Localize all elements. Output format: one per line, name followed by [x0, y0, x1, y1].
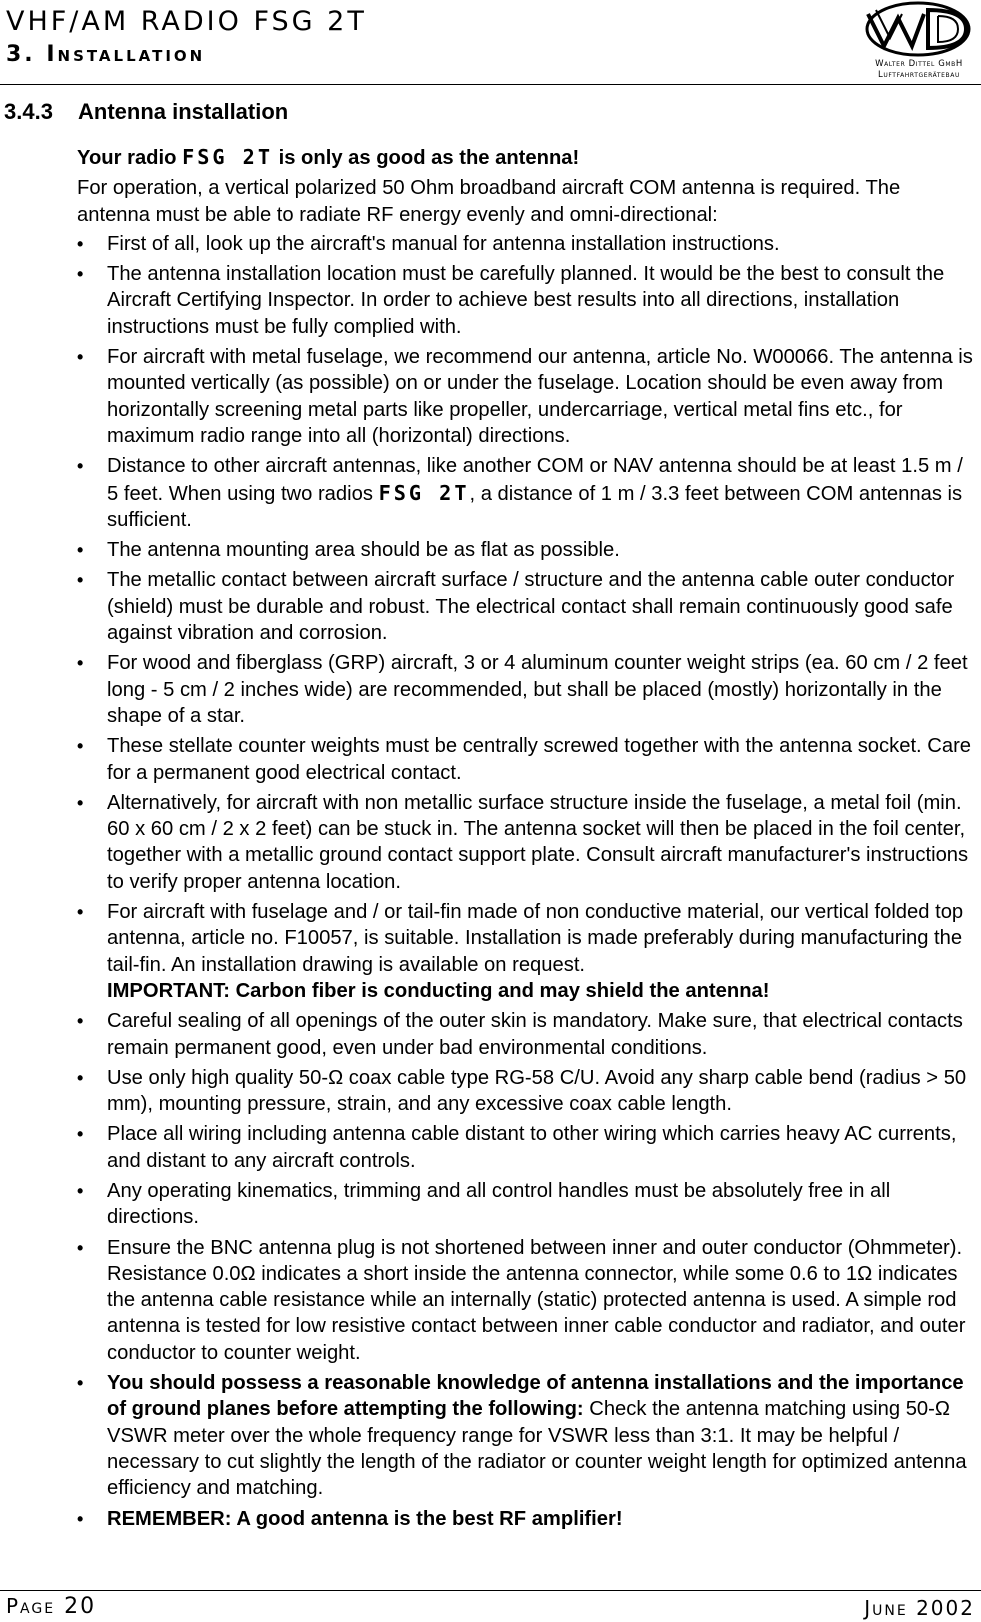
list-item-text: The antenna mounting area should be as flat as possible. [107, 539, 620, 562]
list-item [77, 899, 977, 1004]
intro-heading-end: is only as good as the antenna! [278, 147, 580, 169]
footer-divider [0, 1590, 981, 1591]
list-item-text: Ensure the BNC antenna plug is not shortened between inner and outer conductor (Ohmmeter). Resistance 0.0Ω indicates a short inside the antenna connector, while some 0.6 to 1Ω indicates the antenna cable resistance while an internally (static) protected antenna is used. A simple rod antenna is tested for low resistive contact between inner cable conductor and radiator, and outer conductor to counter weight. [107, 1236, 966, 1364]
list-item [77, 261, 977, 340]
list-item-text: These stellate counter weights must be centrally screwed together with the antenna socket. Care for a permanent good electrical contact. [107, 735, 972, 784]
page-header [0, 0, 981, 86]
header-divider [0, 84, 981, 85]
list-item-text: Alternatively, for aircraft with non metallic surface structure inside the fuselage, a metal foil (min. 60 x 60 cm / 2 x 2 feet) can be stuck in. The antenna socket will then be placed in the foil center, together with a metallic ground contact support plate. Consult aircraft manufacturer's instructions to verify proper antenna location. [107, 791, 969, 893]
section-heading [4, 99, 288, 125]
brand-name: FSG 2T [378, 480, 470, 505]
page-label: Page [6, 1594, 56, 1618]
list-item-text: For aircraft with fuselage and / or tail-fin made of non conductive material, our vertical folded top antenna, article no. F10057, is suitable. Installation is made preferably during manufacturing the tail-fin. An installation drawing is available on request. [107, 901, 964, 976]
list-item-text: Distance to other aircraft antennas, like another COM or NAV antenna should be at least 1.5 m / 5 feet. When using two radios [107, 455, 963, 505]
page-number [6, 1594, 96, 1619]
list-item-text: Place all wiring including antenna cable distant to other wiring which carries heavy AC currents, and distant to any aircraft controls. [107, 1123, 957, 1172]
list-item-text: Careful sealing of all openings of the outer skin is mandatory. Make sure, that electrical contacts remain permanent good, even under bad environmental conditions. [107, 1010, 963, 1059]
list-item [77, 231, 977, 257]
installation-requirements-list [77, 231, 977, 1532]
page-number-value: 20 [64, 1594, 97, 1619]
section-number: 3.4.3 [4, 99, 53, 124]
list-item [77, 650, 977, 729]
intro-heading-start: Your radio [77, 147, 177, 169]
list-item [77, 453, 977, 533]
list-item [77, 1065, 977, 1118]
list-item [77, 1235, 977, 1366]
list-item-text: For wood and fiberglass (GRP) aircraft, 3 or 4 aluminum counter weight strips (ea. 60 cm / 2 feet long - 5 cm / 2 inches wide) are recommended, but shall be placed (mostly) horizontally in the shape of a star. [107, 652, 968, 727]
closing-remark: REMEMBER: A good antenna is the best RF amplifier! [107, 1507, 623, 1530]
list-item-text: Check the antenna matching using 50-Ω VSWR meter over the whole frequency range for VSWR less than 3:1. It may be helpful / necessary to cut slightly the length of the radiator or counter weight length for optimized antenna efficiency and matching. [107, 1398, 967, 1500]
logo-company-name: Walter Dittel GmbH [875, 59, 963, 69]
wd-logo-icon [862, 0, 974, 58]
document-body [77, 144, 977, 1536]
logo-tagline: Luftfahrtgerätebau [878, 70, 960, 80]
list-item [77, 1121, 977, 1174]
list-item [77, 733, 977, 786]
document-date: June 2002 [864, 1596, 975, 1620]
brand-name: FSG 2T [182, 145, 273, 169]
intro-paragraph: For operation, a vertical polarized 50 Ohm broadband aircraft COM antenna is required. The antenna must be able to radiate RF energy evenly and omni-directional: [77, 177, 901, 226]
list-item [77, 1008, 977, 1061]
list-item-text: The antenna installation location must be carefully planned. It would be the best to consult the Aircraft Certifying Inspector. In order to achieve best results into all directions, installation instructions must be fully complied with. [107, 263, 945, 338]
document-title: VHF/AM RADIO FSG 2T [6, 6, 367, 37]
list-item [77, 1506, 977, 1532]
list-item-text: Use only high quality 50-Ω coax cable type RG-58 C/U. Avoid any sharp cable bend (radius > 50 mm), mounting pressure, strain, and any excessive coax cable length. [107, 1066, 967, 1116]
list-item-text: First of all, look up the aircraft's manual for antenna installation instructions. [107, 232, 780, 255]
list-item [77, 790, 977, 895]
list-item [77, 1370, 977, 1501]
company-logo [858, 0, 978, 86]
intro-heading [77, 144, 977, 171]
list-item-text: For aircraft with metal fuselage, we recommend our antenna, article No. W00066. The antenna is mounted vertically (as possible) on or under the fuselage. Location should be even away from horizontally screening metal parts like propeller, undercarriage, vertical metal fins etc., for maximum radio range into all (horizontal) directions. [107, 346, 973, 447]
list-item [77, 344, 977, 449]
list-item [77, 1178, 977, 1231]
section-title: Antenna installation [78, 99, 289, 124]
list-item-text: The metallic contact between aircraft surface / structure and the antenna cable outer conductor (shield) must be durable and robust. The electrical contact shall remain continuously good safe against vibration and corrosion. [107, 569, 955, 645]
warning-text: You should possess a reasonable knowledge of antenna installations and the importance of ground planes before attempting the following: [107, 1372, 964, 1421]
chapter-subtitle: 3. Installation [6, 42, 206, 67]
list-item [77, 537, 977, 563]
list-item-text: Any operating kinematics, trimming and all control handles must be absolutely free in all directions. [107, 1179, 891, 1229]
list-item [77, 567, 977, 646]
list-item-text: , a distance of 1 m / 3.3 feet between COM antennas is sufficient. [107, 482, 963, 531]
important-note: IMPORTANT: Carbon fiber is conducting and may shield the antenna! [107, 979, 770, 1002]
